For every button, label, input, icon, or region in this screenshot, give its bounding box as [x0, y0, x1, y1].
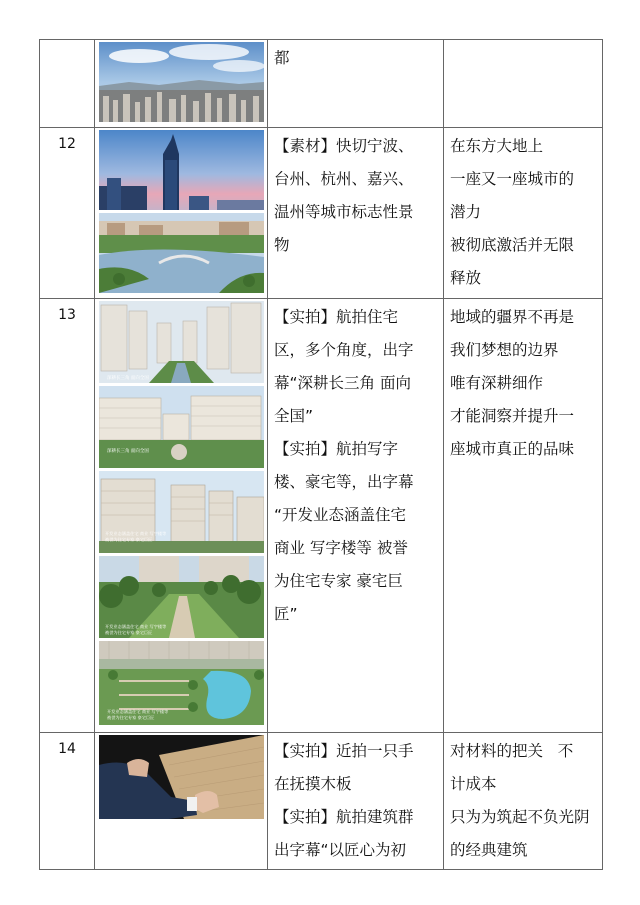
narration-line: 计成本 — [450, 775, 497, 793]
image-caption: 被誉为住宅专家 豪宅巨匠 — [107, 715, 155, 720]
narration-line: 潜力 — [450, 203, 482, 221]
description-line: 【实拍】近拍一只手 — [274, 742, 414, 760]
narration-line: 唯有深耕细作 — [450, 374, 544, 392]
image-caption: 开发业态涵盖住宅 商业 写字楼等 — [107, 709, 169, 714]
narration-line: 座城市真正的品味 — [450, 440, 575, 458]
tower-dusk-image — [99, 130, 264, 210]
table-row — [40, 128, 603, 299]
description-line: 在抚摸木板 — [274, 775, 352, 793]
description-line: 楼、豪宅等，出字幕 — [274, 473, 414, 491]
image-caption: 深耕长三角 面向全国 — [107, 449, 149, 454]
shot-number: 14 — [40, 733, 95, 870]
residential-aerial-image — [99, 301, 264, 383]
shot-description — [268, 40, 444, 128]
table-row — [40, 40, 603, 128]
hand-on-wood-image — [99, 735, 264, 819]
description-line: 都 — [274, 49, 290, 67]
description-line: 商业 写字楼等 被誉 — [274, 539, 408, 557]
description-line: “开发业态涵盖住宅 — [274, 506, 407, 524]
narration-line: 释放 — [450, 269, 482, 287]
description-line: 为住宅专家 豪宅巨 — [274, 572, 403, 590]
shot-narration — [444, 40, 603, 128]
image-caption: 被誉为住宅专家 豪宅巨匠 — [105, 630, 153, 635]
image-caption: 开发业态涵盖住宅 商业 写字楼等 — [105, 624, 167, 629]
description-line: 温州等城市标志性景 — [274, 203, 414, 221]
garden-courtyard-image — [99, 556, 264, 638]
shot-images — [95, 299, 268, 733]
narration-line: 才能洞察并提升一 — [450, 407, 575, 425]
narration-line: 对材料的把关 不 — [450, 742, 574, 760]
narration-line: 在东方大地上 — [450, 137, 544, 155]
image-caption: 被誉为住宅专家 豪宅巨匠 — [105, 537, 153, 542]
shot-description — [268, 128, 444, 299]
description-line: 【实拍】航拍住宅 — [274, 308, 399, 326]
description-line: 物 — [274, 236, 290, 254]
table-row — [40, 299, 603, 733]
shot-images — [95, 40, 268, 128]
shot-images — [95, 733, 268, 870]
storyboard-table — [39, 39, 603, 870]
narration-line: 一座又一座城市的 — [450, 170, 575, 188]
shot-number: 12 — [40, 128, 95, 299]
description-line: 【实拍】航拍写字 — [274, 440, 399, 458]
narration-line: 只为为筑起不负光阴 — [450, 808, 590, 826]
narration-line: 被彻底激活并无限 — [450, 236, 575, 254]
description-line: 出字幕“以匠心为初 — [274, 841, 407, 859]
shot-narration — [444, 733, 603, 870]
shot-description — [268, 733, 444, 870]
residential-aerial-image — [99, 386, 264, 468]
description-line: 台州、杭州、嘉兴、 — [274, 170, 414, 188]
description-line: 【实拍】航拍建筑群 — [274, 808, 414, 826]
narration-line: 我们梦想的边界 — [450, 341, 559, 359]
lake-bridge-image — [99, 213, 264, 293]
description-line: 【素材】快切宁波、 — [274, 137, 414, 155]
shot-images — [95, 128, 268, 299]
shot-number — [40, 40, 95, 128]
shot-narration — [444, 299, 603, 733]
shot-number: 13 — [40, 299, 95, 733]
shot-narration — [444, 128, 603, 299]
description-line: 匠” — [274, 605, 298, 623]
pool-aerial-image — [99, 641, 264, 725]
office-buildings-image — [99, 471, 264, 553]
city-skyline-image — [99, 42, 264, 122]
shot-description — [268, 299, 444, 733]
narration-line: 地域的疆界不再是 — [450, 308, 575, 326]
image-caption: 深耕长三角 面向全国 — [107, 376, 149, 381]
image-caption: 开发业态涵盖住宅 商业 写字楼等 — [105, 531, 167, 536]
description-line: 幕“深耕长三角 面向 — [274, 374, 411, 392]
narration-line: 的经典建筑 — [450, 841, 528, 859]
description-line: 全国” — [274, 407, 314, 425]
table-row — [40, 733, 603, 870]
description-line: 区，多个角度，出字 — [274, 341, 414, 359]
